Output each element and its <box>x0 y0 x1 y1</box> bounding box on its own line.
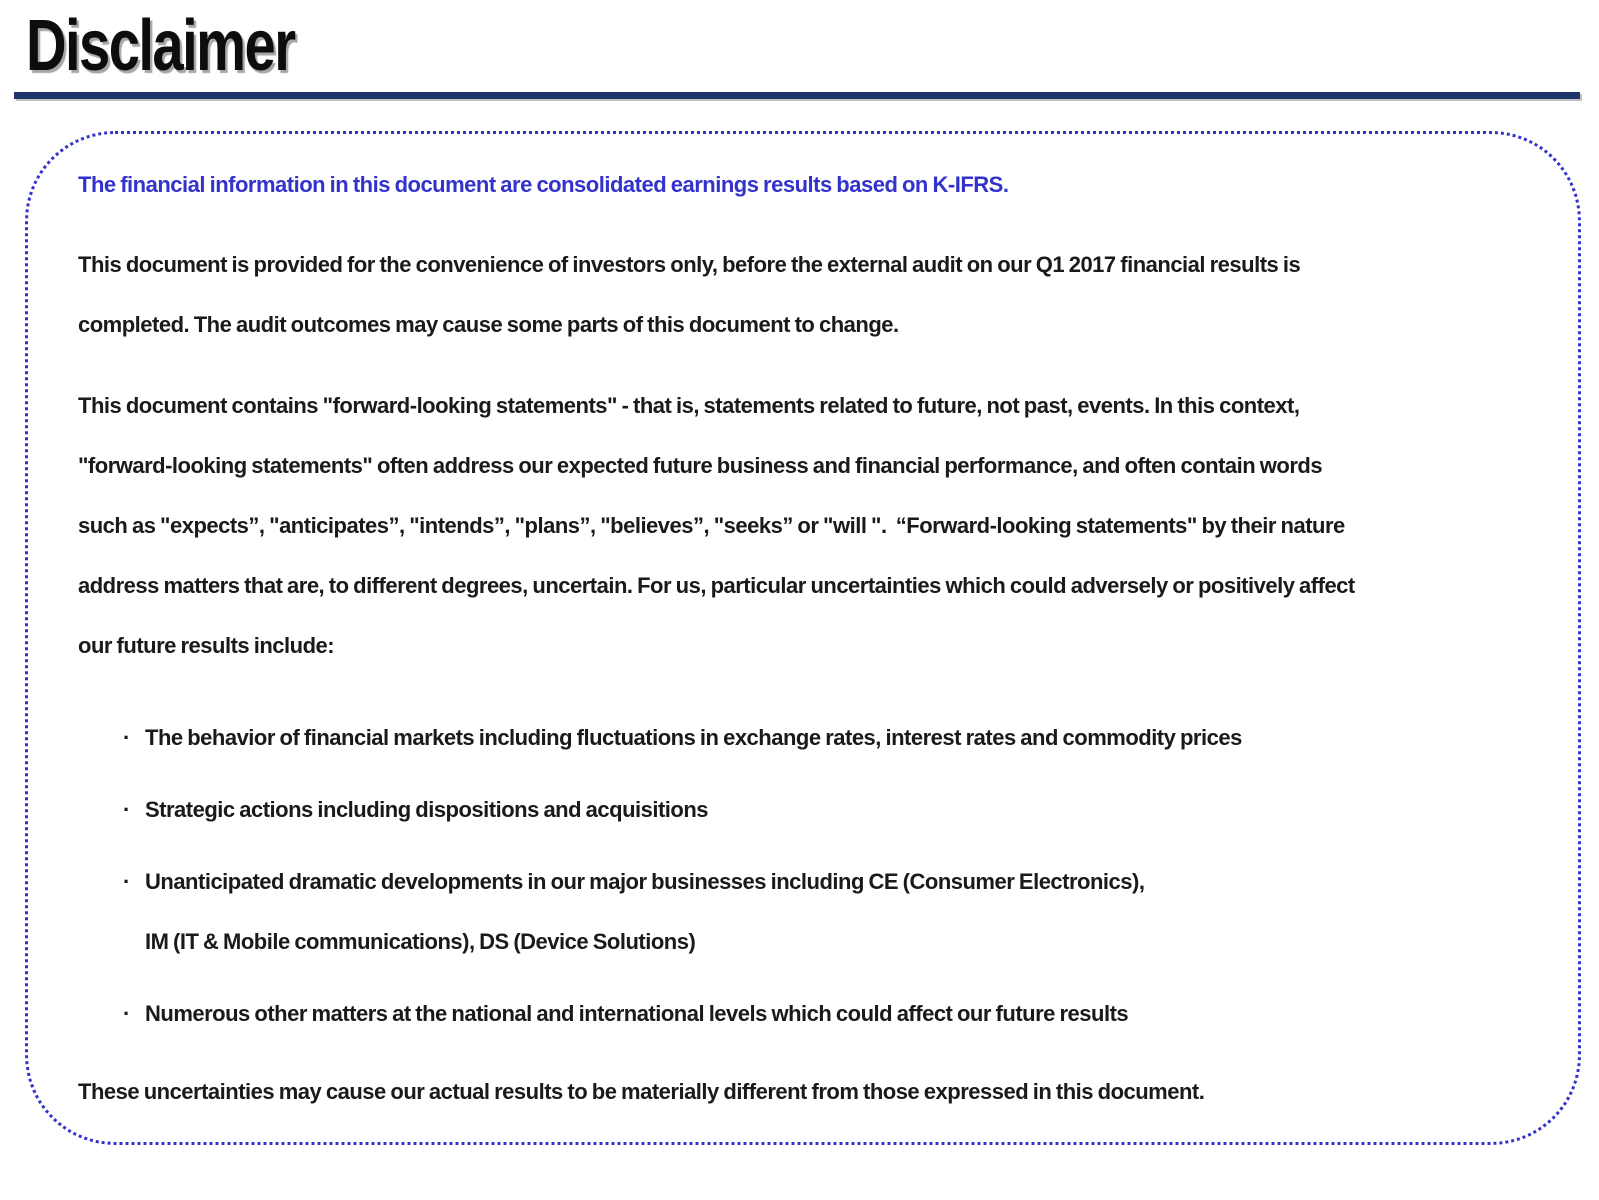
bullet-item-other-matters <box>123 984 1548 1044</box>
closing-note: These uncertainties may cause our actual results to be materially different from those expressed in this document. <box>78 1079 1205 1104</box>
text-line: The behavior of financial markets including fluctuations in exchange rates, interest rates and commodity prices <box>145 725 1242 750</box>
text-line: Numerous other matters at the national and international levels which could affect our future results <box>145 1001 1129 1026</box>
kifrs-highlight-note: The financial information in this document are consolidated earnings results based on K-IFRS. <box>78 172 1009 197</box>
text-line: such as "expects”, "anticipates”, "intends”, "plans”, "believes”, "seeks” or "will ". “Forward-looking statements" by their nature <box>78 513 1345 538</box>
text-line: "forward-looking statements" often address our expected future business and financial performance, and often contain words <box>78 453 1323 478</box>
text-line: This document is provided for the convenience of investors only, before the external audit on our Q1 2017 financial results is <box>78 252 1301 277</box>
uncertainty-bullet-list <box>78 708 1548 1044</box>
bullet-item-major-businesses <box>123 852 1548 972</box>
paragraph-forward-looking <box>78 376 1548 676</box>
text-line: our future results include: <box>78 633 335 658</box>
bullet-item-strategic-actions <box>123 780 1548 840</box>
text-line: Unanticipated dramatic developments in our major businesses including CE (Consumer Electronics), <box>145 869 1145 894</box>
disclaimer-box <box>25 131 1581 1145</box>
page-title: Disclaimer <box>26 6 295 86</box>
bullet-dot-icon: · <box>123 869 131 894</box>
title-underline <box>14 92 1580 99</box>
bullet-dot-icon: · <box>123 725 131 750</box>
bullet-item-financial-markets <box>123 708 1548 768</box>
text-line: IM (IT & Mobile communications), DS (Device Solutions) <box>145 929 696 954</box>
bullet-dot-icon: · <box>123 797 131 822</box>
bullet-text <box>145 852 1548 972</box>
bullet-text <box>145 984 1548 1044</box>
bullet-text <box>145 780 1548 840</box>
text-line: This document contains "forward-looking statements" - that is, statements related to future, not past, events. In this context, <box>78 393 1300 418</box>
bullet-dot-icon: · <box>123 1001 131 1026</box>
bullet-text <box>145 708 1548 768</box>
text-line: completed. The audit outcomes may cause some parts of this document to change. <box>78 312 899 337</box>
text-line: address matters that are, to different degrees, uncertain. For us, particular uncertainties which could adversely or positively affect <box>78 573 1355 598</box>
paragraph-audit-notice <box>78 235 1548 355</box>
text-line: Strategic actions including dispositions and acquisitions <box>145 797 709 822</box>
